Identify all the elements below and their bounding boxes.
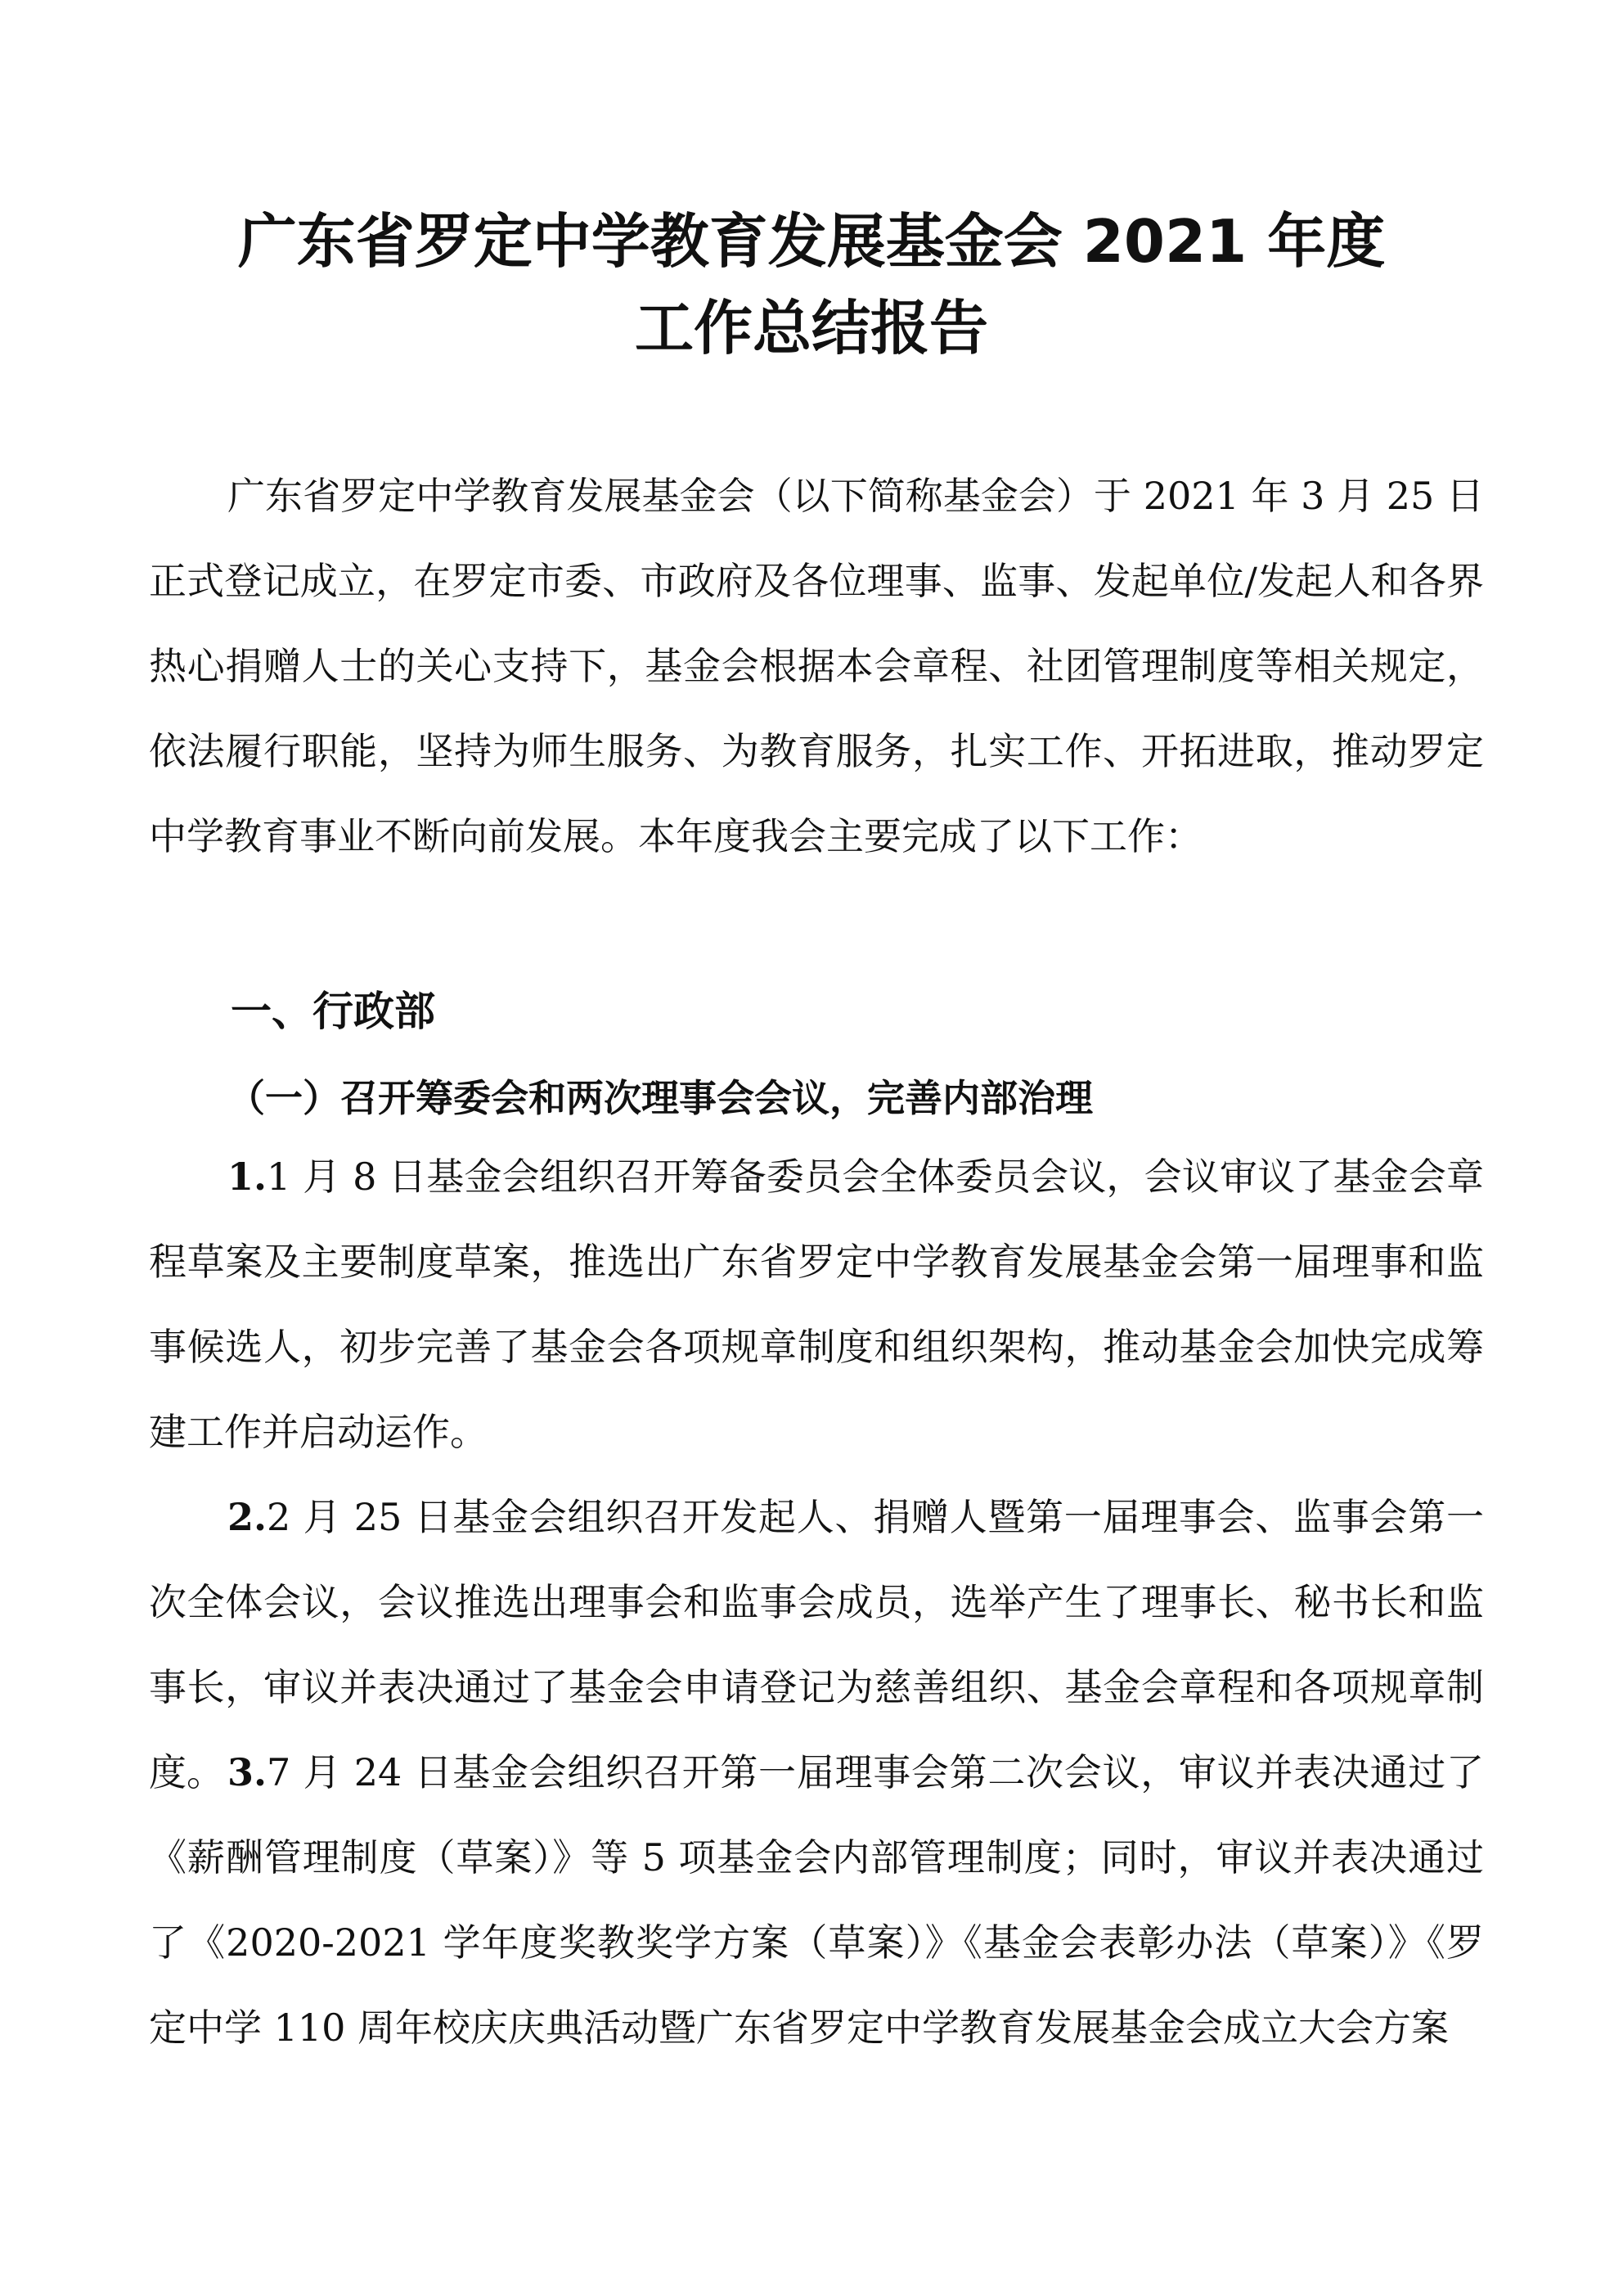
item-text: 2 月 25 日基金会组织召开发起人、捐赠人暨第一届理事会、监事会第一次全体会议，会议推选出理事会和监事会成员，选举产生了理事长、秘书长和监事长，审议并表决通过了基金会申请登记为慈善组织、基金会章程和各项规章制度。 [149, 1495, 1484, 1794]
report-title-line-1: 广东省罗定中学教育发展基金会 2021 年度 [237, 207, 1386, 276]
item-number: 2. [227, 1495, 268, 1539]
item-number: 1. [227, 1155, 268, 1199]
item-text: 1 月 8 日基金会组织召开筹备委员会全体委员会议，会议审议了基金会章程草案及主要制度草案，推选出广东省罗定中学教育发展基金会第一届理事和监事候选人，初步完善了基金会各项规章制度和组织架构，推动基金会加快完成筹建工作并启动运作。 [149, 1155, 1484, 1454]
subsection-heading-meetings: （一）召开筹委会和两次理事会会议，完善内部治理 [227, 1076, 1093, 1120]
item-number: 3. [227, 1750, 268, 1794]
list-item [149, 1134, 1484, 1474]
section-heading-administration: 一、行政部 [231, 988, 435, 1035]
item-text: 7 月 24 日基金会组织召开第一届理事会第二次会议，审议并表决通过了《薪酬管理制度（草案）》等 5 项基金会内部管理制度；同时，审议并表决通过了《2020-2021 学年度奖教奖学方案（草案）》《基金会表彰办法（草案）》《罗定中学 110 周年校庆庆典活动暨广东省罗定中学教育发展基金会成立大会方案 [149, 1750, 1484, 2050]
report-title-line-2: 工作总结报告 [634, 294, 988, 362]
list-item [149, 1730, 1484, 2070]
intro-paragraph: 广东省罗定中学教育发展基金会（以下简称基金会）于 2021 年 3 月 25 日正式登记成立，在罗定市委、市政府及各位理事、监事、发起单位/发起人和各界热心捐赠人士的关心支持下，基金会根据本会章程、社团管理制度等相关规定，依法履行职能，坚持为师生服务、为教育服务，扎实工作、开拓进取，推动罗定中学教育事业不断向前发展。本年度我会主要完成了以下工作： [149, 474, 1484, 858]
